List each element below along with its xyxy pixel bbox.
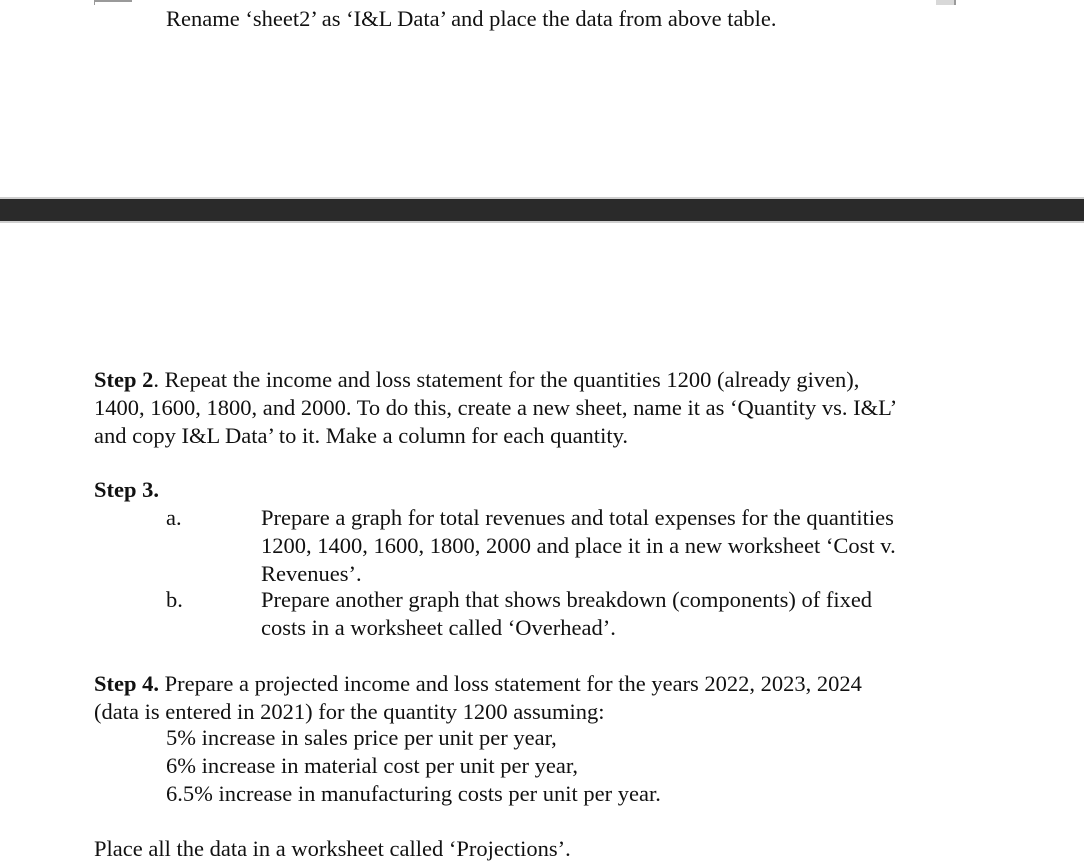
step2-line1	[94, 366, 859, 394]
step3-item-a-letter: a.	[166, 505, 182, 530]
step3-label: Step 3.	[94, 477, 160, 502]
step3-item-b-line2: costs in a worksheet called ‘Overhead’.	[261, 615, 616, 640]
step3-item-b-line1: Prepare another graph that shows breakdown (components) of fixed	[261, 587, 873, 612]
step4-text-1: Prepare a projected income and loss statement for the years 2022, 2023, 2024	[159, 671, 862, 696]
step4-assumption-2: 6% increase in material cost per unit per year,	[166, 753, 579, 778]
page-edge-left	[94, 0, 132, 5]
step2-label: Step 2	[94, 367, 154, 392]
step3-item-a-line3: Revenues’.	[261, 561, 362, 586]
step4-assumption-1: 5% increase in sales price per unit per year,	[166, 725, 557, 750]
step4-line2: (data is entered in 2021) for the quantity 1200 assuming:	[94, 699, 605, 724]
step4-line1	[94, 670, 862, 698]
rename-sheet-instruction: Rename ‘sheet2’ as ‘I&L Data’ and place the data from above table.	[166, 6, 777, 31]
step2-line3: and copy I&L Data’ to it. Make a column for each quantity.	[94, 423, 628, 448]
step4-label: Step 4.	[94, 671, 160, 696]
step2-line2: 1400, 1600, 1800, and 2000. To do this, create a new sheet, name it as ‘Quantity vs. I&L’	[94, 395, 898, 420]
step3-item-b-letter: b.	[166, 587, 183, 612]
step4-assumption-3: 6.5% increase in manufacturing costs per unit per year.	[166, 781, 661, 806]
step3-item-a-line1: Prepare a graph for total revenues and total expenses for the quantities	[261, 505, 894, 530]
step3-item-a-line2: 1200, 1400, 1600, 1800, 2000 and place it in a new worksheet ‘Cost v.	[261, 533, 896, 558]
step4-closing: Place all the data in a worksheet called ‘Projections’.	[94, 836, 571, 861]
step2-text-1: . Repeat the income and loss statement for the quantities 1200 (already given),	[153, 367, 860, 392]
page-break-band	[0, 197, 1084, 223]
page-edge-right	[936, 0, 956, 5]
